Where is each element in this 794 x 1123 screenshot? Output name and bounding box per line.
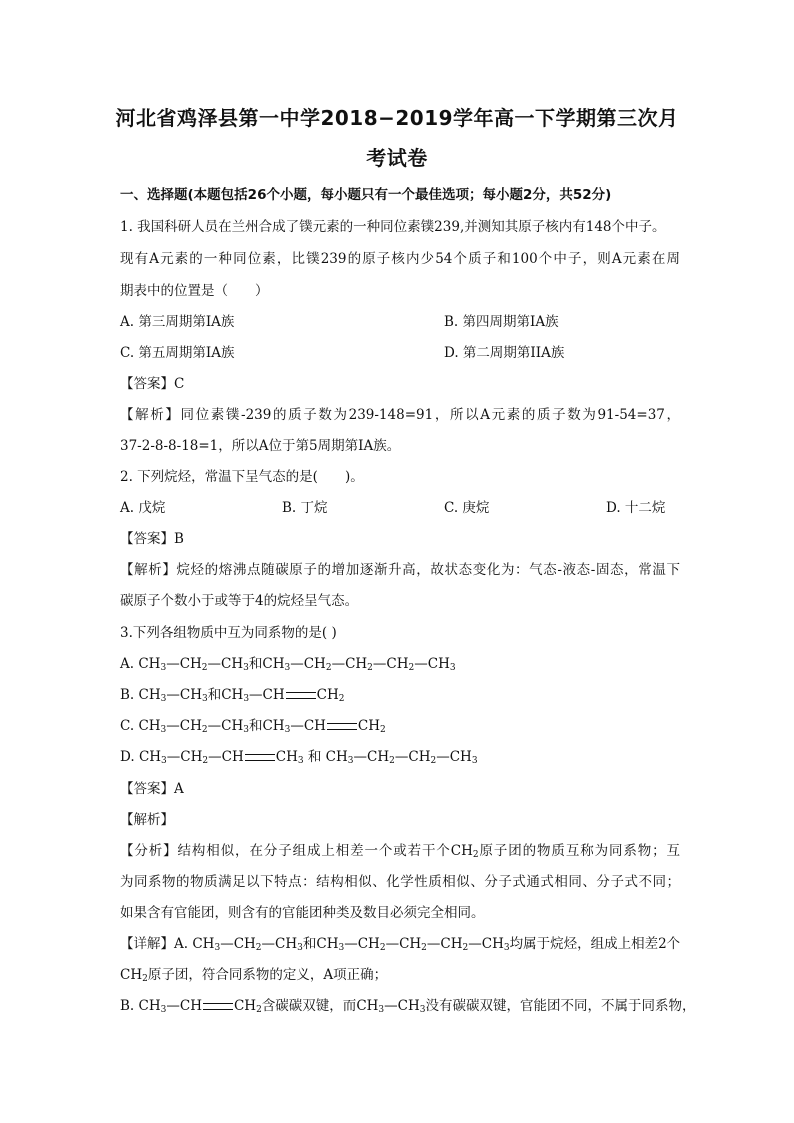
q1-stem-line3: 期表中的位置是（ ） bbox=[120, 283, 269, 299]
subscript: 3 bbox=[503, 943, 510, 953]
double-bond-symbol bbox=[245, 754, 275, 761]
q3-option-d bbox=[120, 747, 680, 767]
subscript: 3 bbox=[297, 943, 303, 953]
q3-stem: 3.下列各组物质中互为同系物的是( ) bbox=[120, 625, 337, 641]
q3-detail-a-line2 bbox=[120, 965, 680, 985]
q3-option-a-label: A. bbox=[120, 656, 139, 672]
q3-option-c-formula1: $CH_3—CH_2—CH_3$ bbox=[138, 718, 249, 735]
subscript: 3 bbox=[338, 943, 345, 953]
q3-option-c-formula2: $CH_3—CH$ bbox=[262, 718, 326, 735]
q3-detail-conj: 和 bbox=[302, 936, 317, 952]
q3-detail-text: CH bbox=[120, 967, 143, 983]
subscript: 2 bbox=[421, 943, 427, 953]
q3-detail-text: CH bbox=[233, 998, 257, 1014]
document-title-line2: 考试卷 bbox=[366, 146, 428, 170]
subscript: 2 bbox=[380, 725, 386, 735]
q2-stem: 2. 下列烷烃，常温下呈气态的是( )。 bbox=[120, 469, 364, 485]
q3-option-c-label: C. bbox=[120, 718, 139, 734]
subscript: 2 bbox=[325, 663, 332, 673]
q1-answer: 【答案】C bbox=[120, 376, 185, 392]
q3-fenxi-text: 原子团的物质互称为同系物；互 bbox=[478, 843, 680, 859]
q3-answer: 【答案】A bbox=[120, 781, 184, 797]
q2-option-b: B. 丁烷 bbox=[282, 500, 328, 516]
q1-stem-line2: 现有A元素的一种同位素，比镤239的原子核内少54个质子和100个中子，则A元素在周 bbox=[120, 251, 680, 267]
double-bond-symbol bbox=[203, 1003, 233, 1010]
subscript: 3 bbox=[284, 725, 291, 735]
subscript: 3 bbox=[243, 663, 249, 673]
q1-option-c: C. 第五周期第IA族 bbox=[120, 345, 235, 361]
subscript: 2 bbox=[255, 943, 262, 953]
q2-option-a: A. 戊烷 bbox=[120, 500, 166, 516]
q3-fenxi-line2: 为同系物的物质满足以下特点：结构相似、化学性质相似、分子式通式相同、分子式不同； bbox=[120, 874, 680, 890]
q3-detail-text: 含碳碳双键，而 bbox=[261, 998, 357, 1014]
q1-analysis-line2: 37-2-8-8-18=1，所以A位于第5周期第IA族。 bbox=[120, 438, 401, 454]
q3-fenxi-line1 bbox=[120, 841, 680, 861]
q2-option-d: D. 十二烷 bbox=[606, 500, 666, 516]
q2-analysis-line1: 【解析】烷烃的熔沸点随碳原子的增加逐渐升高，故状态变化为：气态-液态-固态，常温下 bbox=[120, 562, 680, 578]
q3-option-d-conj: 和 bbox=[307, 749, 322, 765]
document-title-line1: 河北省鸡泽县第一中学2018−2019学年高一下学期第三次月 bbox=[115, 106, 679, 130]
subscript: 2 bbox=[201, 663, 208, 673]
subscript: 2 bbox=[201, 725, 208, 735]
q2-option-c: C. 庚烷 bbox=[444, 500, 490, 516]
q3-detail-a-formula1: $CH_3—CH_2—CH_3$ bbox=[192, 936, 303, 953]
subscript: 3 bbox=[160, 725, 167, 735]
q3-option-a-formula2: $CH_3—CH_2—CH_2—CH_2—CH_3$ bbox=[262, 656, 456, 673]
q1-stem-line1: 1. 我国科研人员在兰州合成了镤元素的一种同位素镤239,并测知其原子核内有148个中子。 bbox=[120, 219, 666, 235]
subscript: 3 bbox=[160, 663, 167, 673]
subscript: 2 bbox=[389, 756, 395, 766]
subscript: 2 bbox=[462, 943, 469, 953]
subscript: 3 bbox=[160, 1005, 167, 1015]
q3-detail-a-formula2: $CH_3—CH_2—CH_2—CH_2—CH_3$ bbox=[316, 936, 510, 953]
subscript: 2 bbox=[408, 663, 415, 673]
q3-option-c-formula2-end: CH bbox=[357, 718, 381, 734]
q3-analysis-heading: 【解析】 bbox=[120, 812, 174, 828]
subscript: 2 bbox=[338, 694, 345, 704]
subscript: 3 bbox=[214, 943, 221, 953]
subscript: 3 bbox=[161, 756, 167, 766]
subscript: 3 bbox=[378, 1005, 385, 1015]
subscript: 3 bbox=[160, 694, 167, 704]
q3-option-a-formula1: $CH_3—CH_2—CH_3$ bbox=[138, 656, 249, 673]
subscript: 2 bbox=[202, 756, 209, 766]
subscript: 2 bbox=[256, 1005, 262, 1015]
subscript: 3 bbox=[243, 725, 249, 735]
q3-option-c-conj: 和 bbox=[248, 718, 263, 734]
q3-detail-text: 原子团，符合同系物的定义，A项正确； bbox=[147, 967, 388, 983]
q3-option-b-conj: 和 bbox=[207, 687, 222, 703]
q3-option-c bbox=[120, 716, 680, 736]
q3-detail-b-formula1: $CH_3—CH$ bbox=[138, 998, 202, 1015]
subscript: 3 bbox=[243, 694, 250, 704]
subscript: 2 bbox=[142, 974, 148, 984]
q3-option-d-formula2: $CH_3—CH_2—CH_2—CH_3$ bbox=[325, 749, 478, 766]
q3-option-a-conj: 和 bbox=[248, 656, 263, 672]
q3-fenxi-text: 【分析】结构相似，在分子组成上相差一个或若干个CH bbox=[120, 843, 473, 859]
q2-answer: 【答案】B bbox=[120, 531, 184, 547]
q3-fenxi-line3: 如果含有官能团，则含有的官能团种类及数目必须完全相同。 bbox=[120, 905, 485, 921]
subscript: 3 bbox=[297, 756, 304, 766]
subscript: 2 bbox=[472, 850, 479, 860]
q3-option-b-formula2-end: CH bbox=[316, 687, 339, 703]
q3-option-d-formula1-end: CH bbox=[275, 749, 298, 765]
subscript: 2 bbox=[367, 663, 373, 673]
subscript: 2 bbox=[430, 756, 437, 766]
q3-option-b-formula1: $CH_3—CH_3$ bbox=[138, 687, 208, 704]
subscript: 2 bbox=[379, 943, 386, 953]
double-bond-symbol bbox=[327, 723, 357, 730]
q3-detail-text: 均属于烷烃，组成上相差2个 bbox=[509, 936, 681, 952]
double-bond-symbol bbox=[286, 692, 316, 699]
section-heading: 一、选择题(本题包括26个小题，每小题只有一个最佳选项；每小题2分，共52分) bbox=[120, 187, 612, 203]
q3-option-a bbox=[120, 654, 680, 674]
subscript: 3 bbox=[471, 756, 478, 766]
q3-option-d-label: D. bbox=[120, 749, 139, 765]
q1-option-d: D. 第二周期第IIA族 bbox=[444, 345, 565, 361]
subscript: 3 bbox=[347, 756, 354, 766]
q3-detail-a-line1 bbox=[120, 934, 680, 954]
subscript: 3 bbox=[201, 694, 208, 704]
q3-option-b-label: B. bbox=[120, 687, 139, 703]
q3-detail-b-line1 bbox=[120, 996, 696, 1016]
q3-detail-heading: 【详解】A. bbox=[120, 936, 193, 952]
q2-analysis-line2: 碳原子个数小于或等于4的烷烃呈气态。 bbox=[120, 593, 359, 609]
q3-option-b-formula2: $CH_3—CH$ bbox=[221, 687, 285, 704]
subscript: 3 bbox=[284, 663, 291, 673]
q1-analysis-line1: 【解析】同位素镤-239的质子数为239-148=91，所以A元素的质子数为91-54=37， bbox=[120, 407, 680, 423]
subscript: 3 bbox=[449, 663, 456, 673]
q3-option-b bbox=[120, 685, 680, 705]
q3-detail-text: 没有碳碳双键，官能团不同，不属于同系物， bbox=[425, 998, 696, 1014]
subscript: 3 bbox=[419, 1005, 426, 1015]
q1-option-b: B. 第四周期第IA族 bbox=[444, 314, 559, 330]
q3-detail-b-formula2: $CH_3—CH_3$ bbox=[356, 998, 426, 1015]
q3-detail-text: B. bbox=[120, 998, 139, 1014]
q1-option-a: A. 第三周期第IA族 bbox=[120, 314, 235, 330]
q3-option-d-formula1: $CH_3—CH_2—CH$ bbox=[138, 749, 244, 766]
